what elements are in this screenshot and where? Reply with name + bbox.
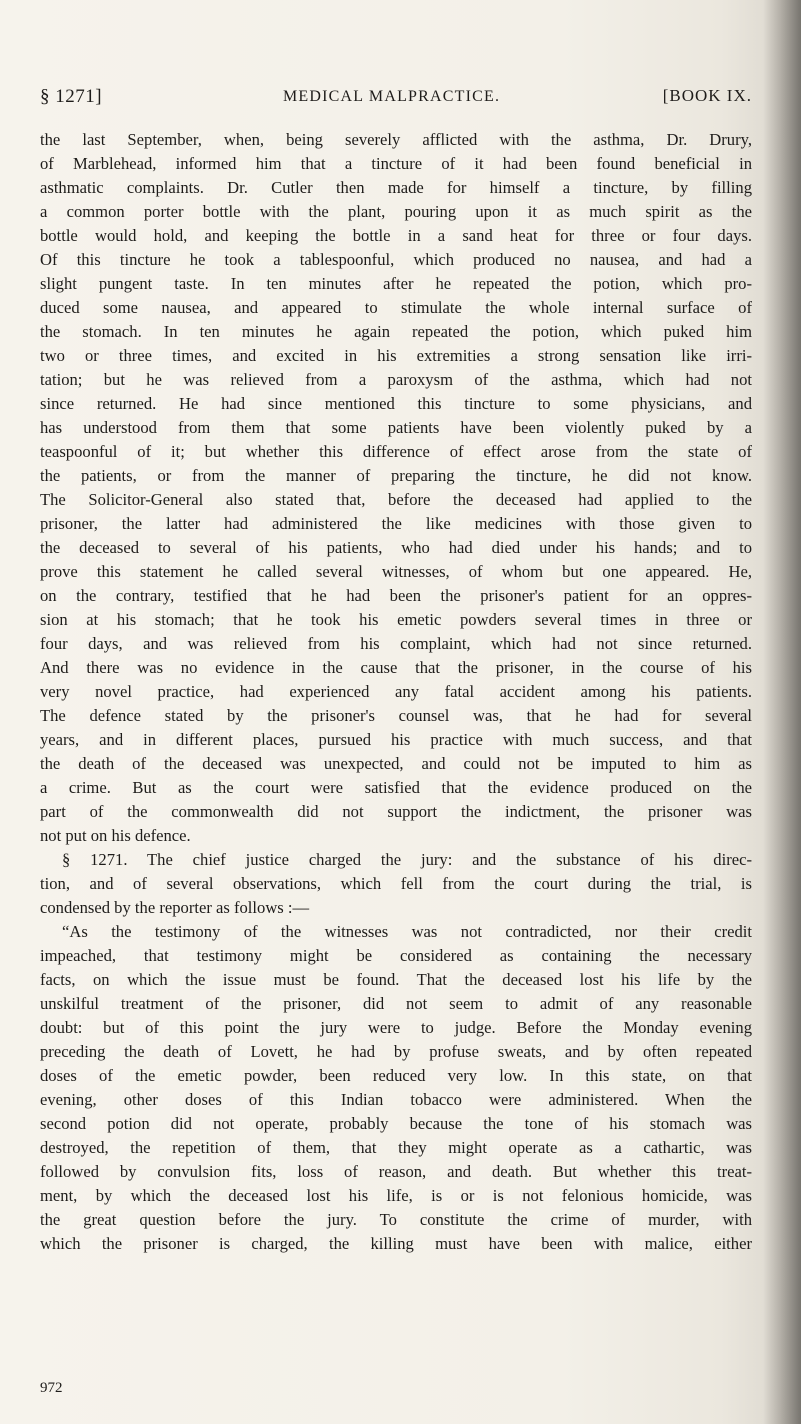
text-line: doses of the emetic powder, been reduced very low. In this state, on that bbox=[40, 1066, 752, 1085]
text-line: ment, by which the deceased lost his life, is or is not felonious homicide, was bbox=[40, 1186, 752, 1205]
text-line: tation; but he was relieved from a paroxysm of the asthma, which had not bbox=[40, 370, 752, 389]
page-edge-shadow bbox=[763, 0, 801, 1424]
text-line: slight pungent taste. In ten minutes after he repeated the potion, which pro- bbox=[40, 274, 752, 293]
text-line: bottle would hold, and keeping the bottle in a sand heat for three or four days. bbox=[40, 226, 752, 245]
text-line: a common porter bottle with the plant, pouring upon it as much spirit as the bbox=[40, 202, 752, 221]
text-line: teaspoonful of it; but whether this difference of effect arose from the state of bbox=[40, 442, 752, 461]
text-line: And there was no evidence in the cause that the prisoner, in the course of his bbox=[40, 658, 752, 677]
text-line: impeached, that testimony might be considered as containing the necessary bbox=[40, 946, 752, 965]
text-line: the deceased to several of his patients, who had died under his hands; and to bbox=[40, 538, 752, 557]
text-line: the stomach. In ten minutes he again repeated the potion, which puked him bbox=[40, 322, 752, 341]
text-line: part of the commonwealth did not support the indictment, the prisoner was bbox=[40, 802, 752, 821]
text-line: since returned. He had since mentioned this tincture to some physicians, and bbox=[40, 394, 752, 413]
text-line: not put on his defence. bbox=[40, 826, 191, 845]
text-line: very novel practice, had experienced any fatal accident among his patients. bbox=[40, 682, 752, 701]
text-line: of Marblehead, informed him that a tincture of it had been found beneficial in bbox=[40, 154, 752, 173]
text-line: four days, and was relieved from his complaint, which had not since returned. bbox=[40, 634, 752, 653]
text-line: followed by convulsion fits, loss of reason, and death. But whether this treat- bbox=[40, 1162, 752, 1181]
text-line: two or three times, and excited in his extremities a strong sensation like irri- bbox=[40, 346, 752, 365]
header-title: MEDICAL MALPRACTICE. bbox=[283, 88, 501, 105]
text-line: years, and in different places, pursued his practice with much success, and that bbox=[40, 730, 752, 749]
text-line: has understood from them that some patients have been violently puked by a bbox=[40, 418, 752, 437]
text-line: tion, and of several observations, which fell from the court during the trial, is bbox=[40, 874, 752, 893]
text-line: the great question before the jury. To constitute the crime of murder, with bbox=[40, 1210, 752, 1229]
text-line: unskilful treatment of the prisoner, did not seem to admit of any reasonable bbox=[40, 994, 752, 1013]
page-number: 972 bbox=[40, 1380, 63, 1396]
text-line: sion at his stomach; that he took his emetic powders several times in three or bbox=[40, 610, 752, 629]
text-line: prisoner, the latter had administered the like medicines with those given to bbox=[40, 514, 752, 533]
text-line: which the prisoner is charged, the killing must have been with malice, either bbox=[40, 1234, 752, 1253]
text-line: prove this statement he called several witnesses, of whom but one appeared. He, bbox=[40, 562, 752, 581]
header-book: [BOOK IX. bbox=[662, 86, 752, 105]
body-text bbox=[40, 128, 752, 1256]
text-line: § 1271. The chief justice charged the jury: and the substance of his direc- bbox=[62, 850, 752, 869]
text-line: preceding the death of Lovett, he had by profuse sweats, and by often repeated bbox=[40, 1042, 752, 1061]
text-line: condensed by the reporter as follows :— bbox=[40, 898, 310, 917]
text-line: duced some nausea, and appeared to stimulate the whole internal surface of bbox=[40, 298, 752, 317]
text-line: Of this tincture he took a tablespoonful, which produced no nausea, and had a bbox=[40, 250, 752, 269]
text-line: evening, other doses of this Indian tobacco were administered. When the bbox=[40, 1090, 752, 1109]
text-line: a crime. But as the court were satisfied that the evidence produced on the bbox=[40, 778, 752, 797]
text-line: the death of the deceased was unexpected, and could not be imputed to him as bbox=[40, 754, 752, 773]
text-line: the patients, or from the manner of preparing the tincture, he did not know. bbox=[40, 466, 752, 485]
running-header bbox=[40, 86, 752, 116]
text-line: facts, on which the issue must be found. That the deceased lost his life by the bbox=[40, 970, 752, 989]
text-line: The Solicitor-General also stated that, before the deceased had applied to the bbox=[40, 490, 752, 509]
text-line: destroyed, the repetition of them, that they might operate as a cathartic, was bbox=[40, 1138, 752, 1157]
header-section-number: § 1271] bbox=[40, 86, 103, 107]
text-line: second potion did not operate, probably because the tone of his stomach was bbox=[40, 1114, 752, 1133]
text-line: asthmatic complaints. Dr. Cutler then made for himself a tincture, by filling bbox=[40, 178, 752, 197]
text-line: the last September, when, being severely afflicted with the asthma, Dr. Drury, bbox=[40, 130, 752, 149]
text-line: “As the testimony of the witnesses was not contradicted, nor their credit bbox=[62, 922, 752, 941]
text-line: The defence stated by the prisoner's counsel was, that he had for several bbox=[40, 706, 752, 725]
text-line: doubt: but of this point the jury were to judge. Before the Monday evening bbox=[40, 1018, 752, 1037]
text-line: on the contrary, testified that he had been the prisoner's patient for an oppres- bbox=[40, 586, 752, 605]
